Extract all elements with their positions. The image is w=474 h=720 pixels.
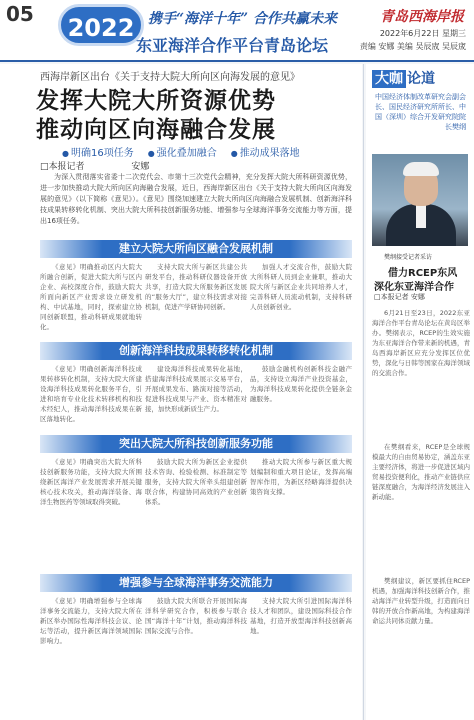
- page-number: 05: [6, 2, 34, 26]
- article-column: 建设海洋科技成果转化基地，搭建海洋科技成果展示交易平台，开展成果发布、路演对接等活动，促进科技成果与产业、资本精准对接，加快形成新质生产力。: [145, 365, 247, 413]
- section-heading: 突出大院大所科技创新服务功能: [40, 435, 352, 453]
- sidebar-paragraph: 6月21日至23日，2022东亚海洋合作平台青岛论坛在黄岛区举办。樊纲表示，RCEP的生效实施为东亚海洋合作带来新的机遇，青岛西海岸新区应充分发挥区位优势，深化与日韩等国家在海洋领域的交流合作。: [372, 309, 470, 377]
- article-column: 鼓励大院大所为新区企业提供技术咨询、检验检测、标准制定等服务，支持大院大所牵头组建创新联合体，构建协同高效的产业创新体系。: [145, 458, 247, 506]
- article-column: 加强人才交流合作，鼓励大院大所科研人员到企业兼职，推动大院大所与新区企业共同培养人才，完善科研人员流动机制，支持科研人员创新创业。: [250, 263, 352, 311]
- page-header: [0, 0, 474, 62]
- sidebar-title-line-1: 借力RCEP东风: [388, 268, 458, 279]
- sidebar-byline: □本报记者 安娜: [374, 293, 425, 301]
- bullet-item: ● 明确16项任务: [62, 144, 134, 159]
- column-divider: [363, 64, 364, 720]
- reporter-name: 安娜: [131, 162, 150, 172]
- subheading-bullets: [62, 144, 300, 159]
- article-column: 《意见》明确增强参与全球海洋事务交流能力，支持大院大所在新区举办国际性海洋科技会议、论坛等活动，提升新区海洋领域国际影响力。: [40, 597, 142, 645]
- bullet-item: ● 强化叠加融合: [148, 144, 217, 159]
- editor-credits: 责编 安娜 美编 吴辰宬 吴辰宬: [359, 42, 466, 51]
- article-column: 支持大院大所引进国际海洋科技人才和团队，建设国际科技合作基地，打造开放型海洋科技创新高地。: [250, 597, 352, 635]
- main-article: [0, 64, 362, 720]
- article-column: 《意见》明确推动区内大院大所融合创新，促进大院大所与区内企业、高校深度合作，鼓励大院大所面向新区产业需求设立研发机构、中试基地，同时，探索建立协同创新联盟，推动科研成果就地转化。: [40, 263, 142, 331]
- forum-slogan: 携手“海洋十年” 合作共赢未来: [148, 11, 337, 27]
- headline-line-2: 推动向区向海融合发展: [36, 117, 276, 143]
- forum-title: 东亚海洋合作平台青岛论坛: [136, 36, 329, 55]
- column-logo-main: 大咖: [372, 70, 406, 88]
- article-column: 《意见》明确突出大院大所科技创新服务功能，支持大院大所围绕新区海洋产业发展需求开展关键核心技术攻关，推动海洋装备、海洋生物医药等领域取得突破。: [40, 458, 142, 506]
- bullet-item: ● 推动成果落地: [231, 144, 300, 159]
- column-logo: [372, 68, 435, 88]
- year-badge: 2022: [58, 4, 144, 46]
- sidebar-paragraph: 在樊纲看来，RCEP是全球规模最大的自由贸易协定，涵盖东亚主要经济体，将进一步促进区域内贸易投资便利化，推动产业链供应链深度融合，为海洋经济发展注入新动能。: [372, 443, 470, 501]
- article-column: 鼓励金融机构创新科技金融产品，支持设立海洋产业投资基金，为海洋科技成果转化提供全链条金融服务。: [250, 365, 352, 403]
- newspaper-name: 青岛西海岸报: [380, 9, 464, 25]
- sidebar-paragraph: 樊纲建议，新区要抓住RCEP机遇，加强海洋科技创新合作，推动海洋产业转型升级，打造面向日韩的开放合作新高地，为构建海洋命运共同体贡献力量。: [372, 577, 470, 625]
- interviewee-intro: 中国经济体制改革研究会副会长、国民经济研究所所长、中国（深圳）综合开发研究院院长樊纲: [375, 93, 466, 131]
- sidebar-interview: [366, 64, 474, 720]
- issue-date: 2022年6月22日 星期三: [379, 29, 466, 38]
- article-column: 《意见》明确创新海洋科技成果转移转化机制，支持大院大所建设海洋科技成果转化服务平台，引进和培育专业化技术转移机构和技术经纪人，推动海洋科技成果在新区落地转化。: [40, 365, 142, 423]
- column-logo-rest: 论道: [407, 71, 435, 87]
- article-kicker: 西海岸新区出台《关于支持大院大所向区向海发展的意见》: [40, 72, 300, 83]
- article-column: 支持大院大所与新区共建公共研发平台，推动科研仪器设备开放共享，打造大院大所服务新区发展的“服务大厅”，建立科技需求对接机制，促进产学研协同创新。: [145, 263, 247, 311]
- sidebar-title-line-2: 深化东亚海洋合作: [374, 282, 454, 293]
- article-lead: 为深入贯彻落实省委十二次党代会、市第十三次党代会精神，充分发挥大院大所科研资源优势，进一步加快推动大院大所向区向海融合发展，近日，西海岸新区出台《关于支持大院大所向区向海发展的意见》（以下简称《意见》）。《意见》围绕加速建立大院大所向区向海融合发展机制、创新海洋科技成果转移转化机制、突出大院大所科技创新服务功能、增强参与全球海洋事务交流能力等方面，提出16项任务。: [40, 173, 352, 225]
- photo-caption: 樊纲接受记者采访: [384, 254, 433, 261]
- byline-label: □本报记者: [40, 162, 85, 172]
- article-byline: [40, 159, 149, 172]
- article-column: 鼓励大院大所联合开展国际海洋科学研究合作，积极参与联合国“海洋十年”计划，推动海洋科技国际交流与合作。: [145, 597, 247, 635]
- headline-line-1: 发挥大院大所资源优势: [36, 88, 276, 114]
- section-heading: 创新海洋科技成果转移转化机制: [40, 342, 352, 360]
- section-heading: 建立大院大所向区融合发展机制: [40, 240, 352, 258]
- interviewee-photo: [372, 154, 468, 246]
- article-column: 推动大院大所参与新区重大规划编制和重大项目论证，发挥高端智库作用，为新区经略海洋提供决策咨询支撑。: [250, 458, 352, 496]
- section-heading: 增强参与全球海洋事务交流能力: [40, 574, 352, 592]
